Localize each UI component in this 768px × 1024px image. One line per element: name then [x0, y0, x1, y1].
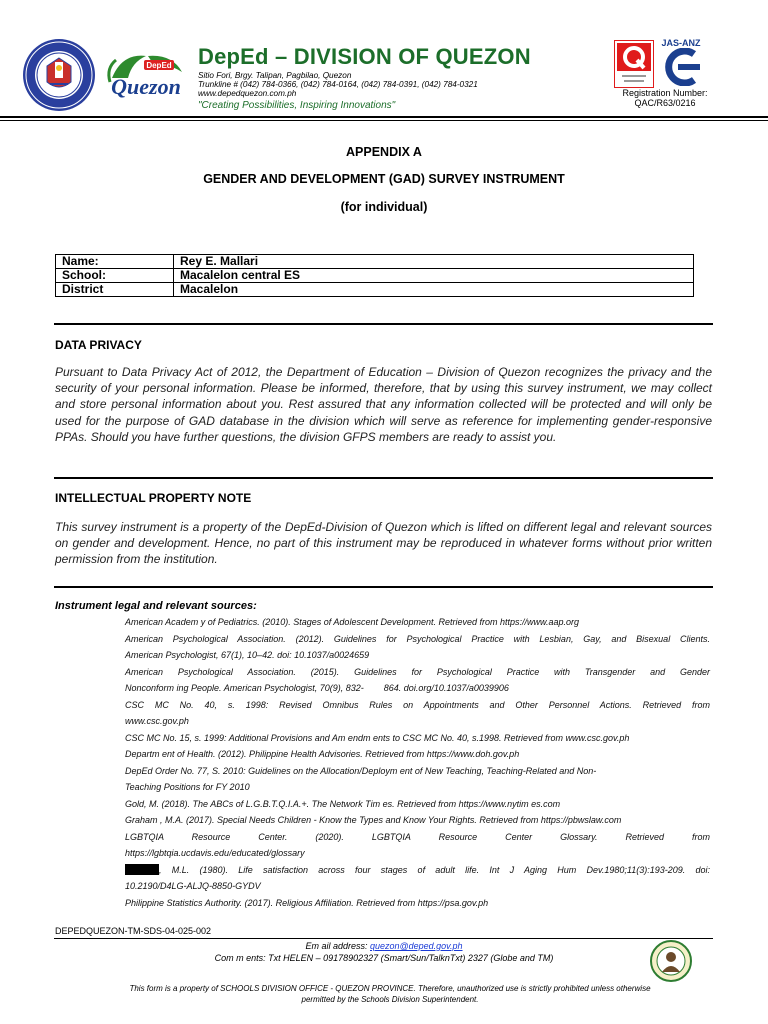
reference-item: Departm ent of Health. (2012). Philippine Health Advisories. Retrieved from https://www.doh.gov.ph: [125, 749, 520, 759]
name-label: Name:: [56, 255, 174, 269]
table-row: [56, 269, 694, 283]
email-label: Em ail address:: [305, 941, 370, 951]
notice-line-2: permitted by the Schools Division Superintendent.: [301, 995, 479, 1004]
ip-note-heading: INTELLECTUAL PROPERTY NOTE: [55, 491, 252, 505]
reference-item: [125, 862, 710, 879]
document-number: DEPEDQUEZON-TM-SDS-04-025-002: [55, 926, 212, 936]
district-value: Macalelon: [174, 283, 694, 297]
logo2-small-text: DepEd: [146, 61, 172, 70]
section-divider: [54, 477, 713, 479]
school-label: School:: [56, 269, 174, 283]
notice-line-1: This form is a property of SCHOOLS DIVISION OFFICE - QUEZON PROVINCE. Therefore, unauthorized use is strictly prohibited unless otherwise: [129, 984, 651, 993]
appendix-title: APPENDIX A: [346, 145, 422, 159]
logo2-text: Quezon: [111, 74, 181, 99]
instrument-title: GENDER AND DEVELOPMENT (GAD) SURVEY INSTRUMENT: [203, 172, 565, 186]
reference-item-cont: www.csc.gov.ph: [125, 716, 189, 726]
address-line-3: www.depedquezon.com.ph: [198, 89, 297, 98]
ip-note-text: This survey instrument is a property of the DepEd-Division of Quezon which is lifted on different legal and relevant sources on gender and development. Hence, no part of this instrument may be reproduced in whatever forms without prior written permission from the institution.: [55, 520, 712, 567]
table-row: [56, 255, 694, 269]
footer-rule: [54, 938, 713, 939]
district-label: District: [56, 283, 174, 297]
header-rule-thin: [0, 120, 768, 121]
reference-item: LGBTQIA Resource Center. (2020). LGBTQIA Resource Center Glossary. Retrieved from: [125, 831, 710, 842]
reference-text: , M.L. (1980). Life satisfaction across four stages of adult life. Int J Aging Hum Dev.1980;11(3):193-209. doi:: [159, 864, 710, 875]
respondent-info-table: [55, 254, 694, 297]
property-notice: [90, 983, 690, 1005]
reference-item: American Psychological Association. (2012). Guidelines for Psychological Practice with Lesbian, Gay, and Bisexual Clients.: [125, 633, 710, 644]
jas-anz-logo: [658, 38, 704, 88]
reference-item-cont: American Psychologist, 67(1), 10–42. doi: 10.1037/a0024659: [125, 650, 370, 660]
reference-item-cont: https://lgbtqia.ucdavis.edu/educated/glossary: [125, 848, 305, 858]
section-divider: [54, 323, 713, 325]
reference-item: DepEd Order No. 77, S. 2010: Guidelines on the Allocation/Deploym ent of New Teaching, Teaching-Related and Non-: [125, 765, 597, 776]
jas-anz-label: JAS-ANZ: [661, 38, 701, 48]
references-list: [125, 614, 710, 911]
reference-item: American Academ y of Pediatrics. (2010). Stages of Adolescent Development. Retrieved from https://www.aap.org: [125, 617, 580, 627]
reference-item: Graham , M.A. (2017). Special Needs Children - Know the Types and Know Your Rights. Retrieved from https://pbwslaw.com: [125, 815, 622, 825]
organization-title: DepEd – DIVISION OF QUEZON: [198, 44, 531, 69]
reference-item-cont: 10.2190/D4LG-ALJQ-8850-GYDV: [125, 881, 261, 891]
reference-item: Gold, M. (2018). The ABCs of L.G.B.T.Q.I.A.+. The Network Tim es. Retrieved from https://www.nytim es.com: [125, 798, 561, 809]
header-rule: [0, 116, 768, 118]
motto: "Creating Possibilities, Inspiring Innovations": [198, 100, 396, 111]
reference-item-cont: Teaching Positions for FY 2010: [125, 782, 250, 792]
reference-item: Philippine Statistics Authority. (2017). Religious Affiliation. Retrieved from https://psa.gov.ph: [125, 897, 489, 908]
redacted-author-box: [125, 864, 159, 875]
registration-block: [620, 88, 710, 108]
email-link[interactable]: quezon@deped.gov.ph: [369, 941, 463, 951]
table-row: [56, 283, 694, 297]
deped-seal-icon: [22, 38, 96, 112]
reference-item: CSC MC No. 15, s. 1999: Additional Provisions and Am endm ents to CSC MC No. 40, s.1998. Retrieved from www.csc.gov.ph: [125, 732, 630, 743]
name-value: Rey E. Mallari: [174, 255, 694, 269]
registration-label: Registration Number:: [622, 88, 708, 98]
reference-item: American Psychological Association. (2015). Guidelines for Psychological Practice with Transgender and Gender: [125, 666, 710, 677]
address-line-2: Trunkline # (042) 784-0366, (042) 784-0164, (042) 784-0391, (042) 784-0321: [198, 80, 478, 89]
deped-quezon-logo-icon: [102, 48, 190, 106]
quality-q-mark-icon: [614, 40, 654, 88]
data-privacy-text: Pursuant to Data Privacy Act of 2012, the Department of Education – Division of Quezon recognizes the privacy and the security of your personal information. Please be informed, therefore, that by using this survey instrument, we may collect and store personal information about you. Rest assured that any information collected will be protected and will only be used for the purpose of GAD database in the division which will serve as reference for implementing gender-responsive PPAs. Should you have further questions, the division GFPS members are ready to assist you.: [55, 365, 712, 444]
comments-line: Com m ents: Txt HELEN – 09178902327 (Smart/Sun/TalknTxt) 2327 (Globe and TM): [214, 953, 554, 963]
sources-heading: Instrument legal and relevant sources:: [55, 600, 257, 612]
instrument-subtitle: (for individual): [340, 200, 428, 214]
division-seal-icon: [650, 940, 692, 982]
section-divider: [54, 586, 713, 588]
data-privacy-heading: DATA PRIVACY: [55, 338, 142, 352]
address-line-1: Sitio Fori, Brgy. Talipan, Pagbilao, Quezon: [198, 71, 352, 80]
reference-item: CSC MC No. 40, s. 1998: Revised Omnibus Rules on Appointments and Other Personnel Actions. Retrieved from: [125, 699, 710, 710]
jas-anz-icon: [658, 48, 704, 86]
reference-item-cont: Nonconform ing People. American Psychologist, 70(9), 832- 864. doi.org/10.1037/a0039906: [125, 683, 509, 693]
school-value: Macalelon central ES: [174, 269, 694, 283]
registration-number: QAC/R63/0216: [634, 98, 696, 108]
